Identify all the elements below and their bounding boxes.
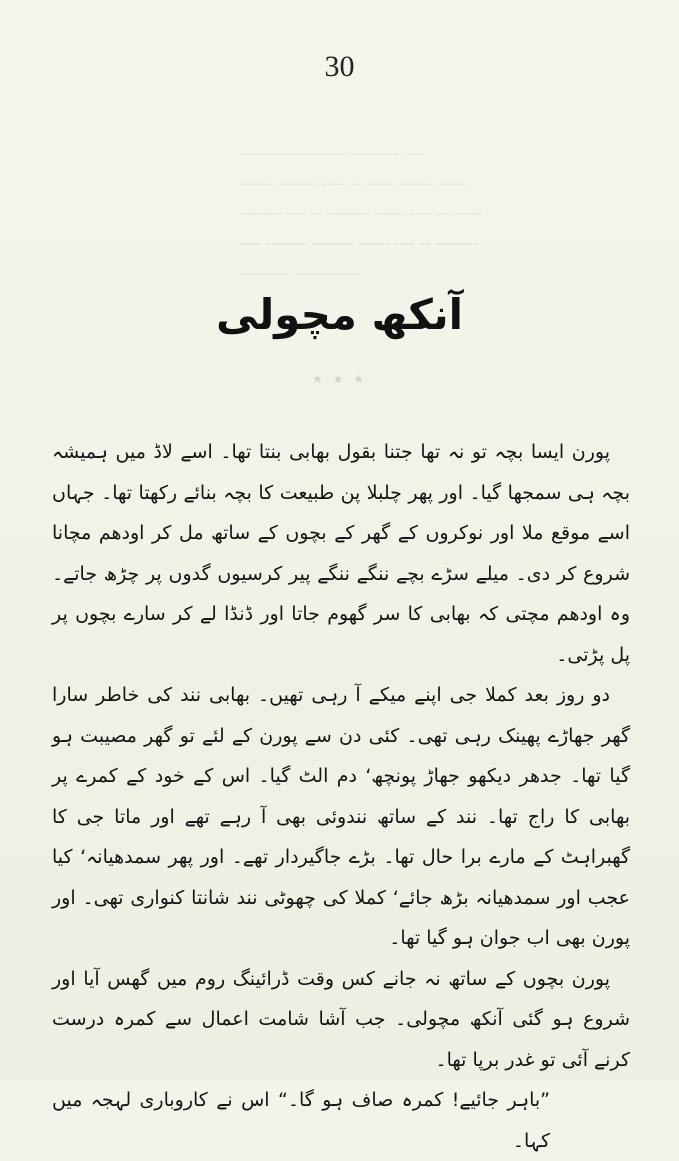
body-text [52,432,630,1161]
paragraph-3: پورن بچوں کے ساتھ نہ جانے کس وقت ڈرائینگ روم میں گھس آیا اور شروع ہو گئی آنکھ مچولی۔ جب آشا شامت اعمال سے کمرہ درست کرنے آئی تو غدر برپا تھا۔ [52,967,630,1071]
bleed-through: ────────── ───── ── ─── ──── ── ─ ─── ─── ─── ──── ── ─ ──── ─── ── ─ ─── ── ──── ──── ─── ── ─ ──── ───── ────── [240,145,483,285]
chapter-title: آنکھ مچولی [215,290,464,339]
paragraph-2: دو روز بعد کملا جی اپنے میکے آ رہی تھیں۔ بھابی نند کی خاطر سارا گھر جھاڑے پھینک رہی تھی۔ کئی دن سے پورن کے لئے تو گھر مصیبت ہو گیا تھا۔ جدھر دیکھو جھاڑ پونچھ‘ دم الٹ گیا۔ اس کے خود کے کمرے پر بھابی کا راج تھا۔ نند کے ساتھ نندوئی بھی آ رہے تھے اور ماتا جی کا گھبراہٹ کے مارے برا حال تھا۔ بڑے جاگیردار تھے۔ اور پھر سمدھیانہ‘ کیا عجب اور سمدھیانہ بڑھ جائے‘ کملا کی چھوٹی نند شانتا کنواری تھی۔ اور پورن بھی اب جوان ہو گیا تھا۔ [52,684,630,949]
paragraph-1: پورن ایسا بچہ تو نہ تھا جتنا بقول بھابی بنتا تھا۔ اسے لاڈ میں ہمیشہ بچہ ہی سمجھا گیا۔ اور پھر چلبلا پن طبیعت کا بچہ بنائے رکھتا تھا۔ جہاں اسے موقع ملا اور نوکروں کے گھر کے بچوں کے ساتھ مل کر اودھم مچانا شروع کر دی۔ میلے سڑے بچے ننگے ننگے پیر کرسیوں گدوں پر چڑھ جاتے۔ وہ اودھم مچتی کہ بھابی کا سر گھوم جاتا اور ڈنڈا لے کر سارے بچوں پر پل پڑتی۔ [52,441,630,666]
ornament-stars: ★ ★ ★ [312,372,367,386]
page-number: 30 [324,50,355,83]
dialogue-line: ”باہر جائیے! کمرہ صاف ہو گا۔“ اس نے کاروباری لہجہ میں کہا۔ [52,1089,550,1152]
